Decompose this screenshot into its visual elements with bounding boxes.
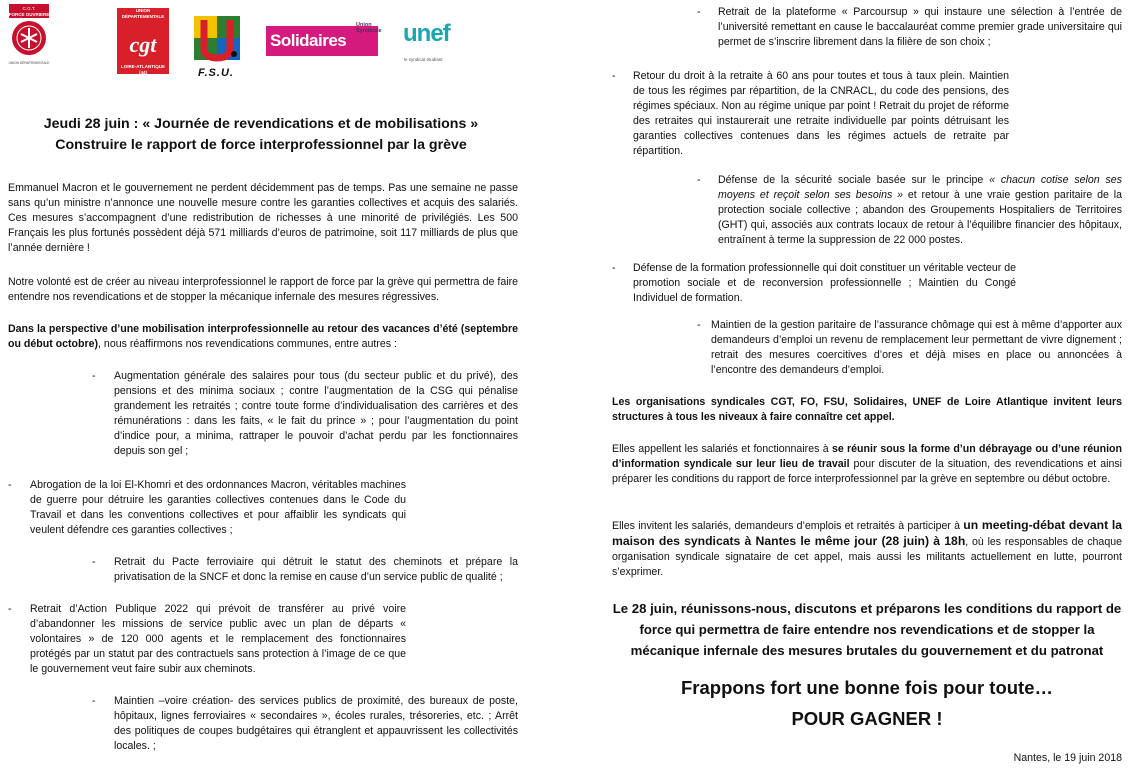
bullet-securite-sociale — [718, 173, 1122, 248]
svg-text:C.G.T.: C.G.T. — [22, 6, 36, 11]
svg-text:FORCE OUVRIERE: FORCE OUVRIERE — [8, 12, 50, 17]
bullet-dash: - — [697, 174, 701, 186]
bullet-dash: - — [8, 603, 12, 615]
bullet-dash: - — [697, 319, 701, 331]
svg-text:UNION DÉPARTEMENTALE: UNION DÉPARTEMENTALE — [8, 61, 50, 65]
bullet-dash: - — [92, 556, 96, 568]
bullet-pacte-ferroviaire: Retrait du Pacte ferroviaire qui détruit le statut des cheminots et prépare la privatisation de la SNCF et donc la remise en cause d’un service public de qualité ; — [114, 556, 518, 583]
bullet-assurance-chomage: Maintien de la gestion paritaire de l’assurance chômage qui est à même d’apporter aux demandeurs d’emploi un revenu de remplacement leur permettant de vivre dignement ; retrait des mesures coercitives d’ores et déjà mises en place ou annoncées à l’encontre des demandeurs d’emploi. — [711, 319, 1122, 376]
bullet-retraite: Retour du droit à la retraite à 60 ans pour toutes et tous à taux plein. Maintien de tous les régimes par répartition, de la CNRACL, du code des pensions, des régimes spéciaux. Non au régime unique par point ! Retrait du projet de réforme des retraites qui instaurerait une retraite individuelle par points détruisant les garanties collectives contenues dans les régimes actuels de retraite par répartition. — [633, 70, 1009, 157]
perspective-rest: , nous réaffirmons nos revendications communes, entre autres : — [98, 338, 397, 350]
organisations-paragraph: Les organisations syndicales CGT, FO, FSU, Solidaires, UNEF de Loire Atlantique invitent leurs structures à tous les niveaux à faire connaître cet appel. — [612, 396, 1122, 423]
bullet-salaires: Augmentation générale des salaires pour tous (du secteur public et du privé), des pensions et des minima sociaux ; contre l’augmentation de la CSG qui pénalise grandement les retraités ; contre toute forme d’individualisation des carrières et des rémunérations : dans les faits, « le fait du prince » ; pour l’augmentation du point d’indice pour, a minima, rattraper le pouvoir d’achat perdu par les fonctionnaires depuis son gel ; — [114, 370, 518, 457]
bullet-dash: - — [612, 70, 616, 82]
fsu-label: F.S.U. — [198, 67, 234, 79]
cgt-logo: UNION DÉPARTEMENTALE cgt LOIRE-ATLANTIQUE (44) — [117, 8, 169, 74]
meeting-text-a: Elles invitent les salariés, demandeurs d’emplois et retraités à participer à — [612, 520, 964, 532]
closing-statement: Le 28 juin, réunissons-nous, discutons et préparons les conditions du rapport de force qui permettra de faire entendre nos revendications et de stopper la mécanique infernale des mesures brutales du gouvernement et du patronat — [612, 601, 1122, 658]
title-line-1: Jeudi 28 juin : « Journée de revendications et de mobilisations » — [43, 116, 479, 132]
appel-paragraph — [612, 442, 1122, 487]
bullet-action-publique: Retrait d’Action Publique 2022 qui prévoit de transférer au privé voire d’abandonner les missions de service public avec un plan de départs « volontaires » de 120 000 agents et le remplacement des fonctionnaires protégés par un statut par des contractuels sans protection à l’image de ce que le gouvernement veut faire subir aux cheminots. — [30, 603, 406, 675]
appel-text-a: Elles appellent les salariés et fonctionnaires à — [612, 443, 832, 455]
meeting-paragraph — [612, 518, 1122, 580]
page-title — [8, 114, 514, 156]
meeting-bold: un meeting-débat devant la maison des syndicats à Nantes le même jour (28 juin) à 18h — [612, 518, 1122, 548]
bullet-dash: - — [8, 479, 12, 491]
fo-logo — [6, 4, 52, 68]
appel-text-b: pour discuter de la situation, des revendications et ainsi préparer les conditions du rapport de force interprofessionnel par la grève en septembre ou début octobre. — [612, 458, 1122, 485]
bullet-dash: - — [92, 370, 96, 382]
bullet-dash: - — [697, 6, 701, 18]
bullet-dash: - — [92, 695, 96, 707]
bullet-formation: Défense de la formation professionnelle qui doit constituer un véritable vecteur de promotion sociale et de reconversion professionnelle ; Maintien du Congé Individuel de formation. — [633, 262, 1016, 304]
slogan-line-2: POUR GAGNER ! — [791, 708, 943, 729]
meeting-text-b: , où les responsables de chaque organisation syndicale signataire de cet appel, mais aussi les militants actuellement en lutte, pourront s’exprimer. — [612, 536, 1122, 578]
secu-quote: « chacun cotise selon ses moyens et reçoit selon ses besoins » — [718, 174, 1122, 201]
perspective-paragraph — [8, 322, 518, 352]
slogan-line-1: Frappons fort une bonne fois pour toute… — [680, 677, 1054, 698]
bullet-parcoursup: Retrait de la plateforme « Parcoursup » qui instaure une sélection à l’entrée de l’université remettant en cause le baccalauréat comme premier grade universitaire qui permet de s’inscrire librement dans la filière de son choix ; — [718, 6, 1122, 48]
volonte-paragraph: Notre volonté est de créer au niveau interprofessionnel le rapport de force par la grève qui permettra de faire entendre nos revendications et de stopper la mécanique infernale des mesures régressives. — [8, 276, 518, 303]
bullet-dash: - — [612, 262, 616, 274]
bullet-services-publics: Maintien –voire création- des services publics de proximité, des bureaux de poste, hôpitaux, lignes ferroviaires « secondaires », écoles rurales, trésoreries, etc. ; Arrêt des politiques de coupes budgétaires qui étranglent et appauvrissent les collectivités locales. ; — [114, 695, 518, 752]
appel-bold: se réunir sous la forme d’un débrayage ou d’une réunion d’information syndicale sur leur lieu de travail — [612, 443, 1122, 470]
signature-date: Nantes, le 19 juin 2018 — [1013, 752, 1122, 764]
intro-paragraph: Emmanuel Macron et le gouvernement ne perdent décidemment pas de temps. Pas une semaine ne passe sans qu’un ministre n’annonce une nouvelle mesure contre les garanties collectives et acquis des salariés. Ces mesures s’accompagnent d’une redistribution de richesses à une minorité de privilégiés. Les 500 Français les plus fortunés possèdent déjà 571 milliards d’euros de patrimoine, soit 117 milliards de plus que l’année dernière ! — [8, 182, 518, 254]
secu-text-b: et retour à une vraie gestion paritaire de la protection sociale collective ; abandon des Groupements Hospitaliers de Territoires (GHT) qui, associés aux contrats locaux de retour à l’équilibre financier des hôpitaux, entraînent à terme la suppression de 22 000 postes. — [718, 189, 1122, 246]
unef-subtitle: le syndicat étudiant — [404, 57, 443, 62]
solidaires-subtitle: Union Syndicale — [356, 22, 382, 34]
unef-logo: unef — [403, 20, 450, 47]
secu-text-a: Défense de la sécurité sociale basée sur le principe — [718, 174, 990, 186]
bullet-el-khomri: Abrogation de la loi El-Khomri et des ordonnances Macron, véritables machines de guerre pour détruire les garanties collectives contenues dans le Code du Travail et dans les conventions collectives et pour affaiblir les syndicats qui veulent défendre ces garanties collectives ; — [30, 479, 406, 536]
title-line-2: Construire le rapport de force interprofessionnel par la grève — [55, 137, 467, 153]
solidaires-logo: Solidaires — [266, 26, 378, 56]
perspective-bold: Dans la perspective d’une mobilisation interprofessionnelle au retour des vacances d’été (septembre ou début octobre) — [8, 323, 518, 350]
logo-strip — [0, 0, 560, 90]
